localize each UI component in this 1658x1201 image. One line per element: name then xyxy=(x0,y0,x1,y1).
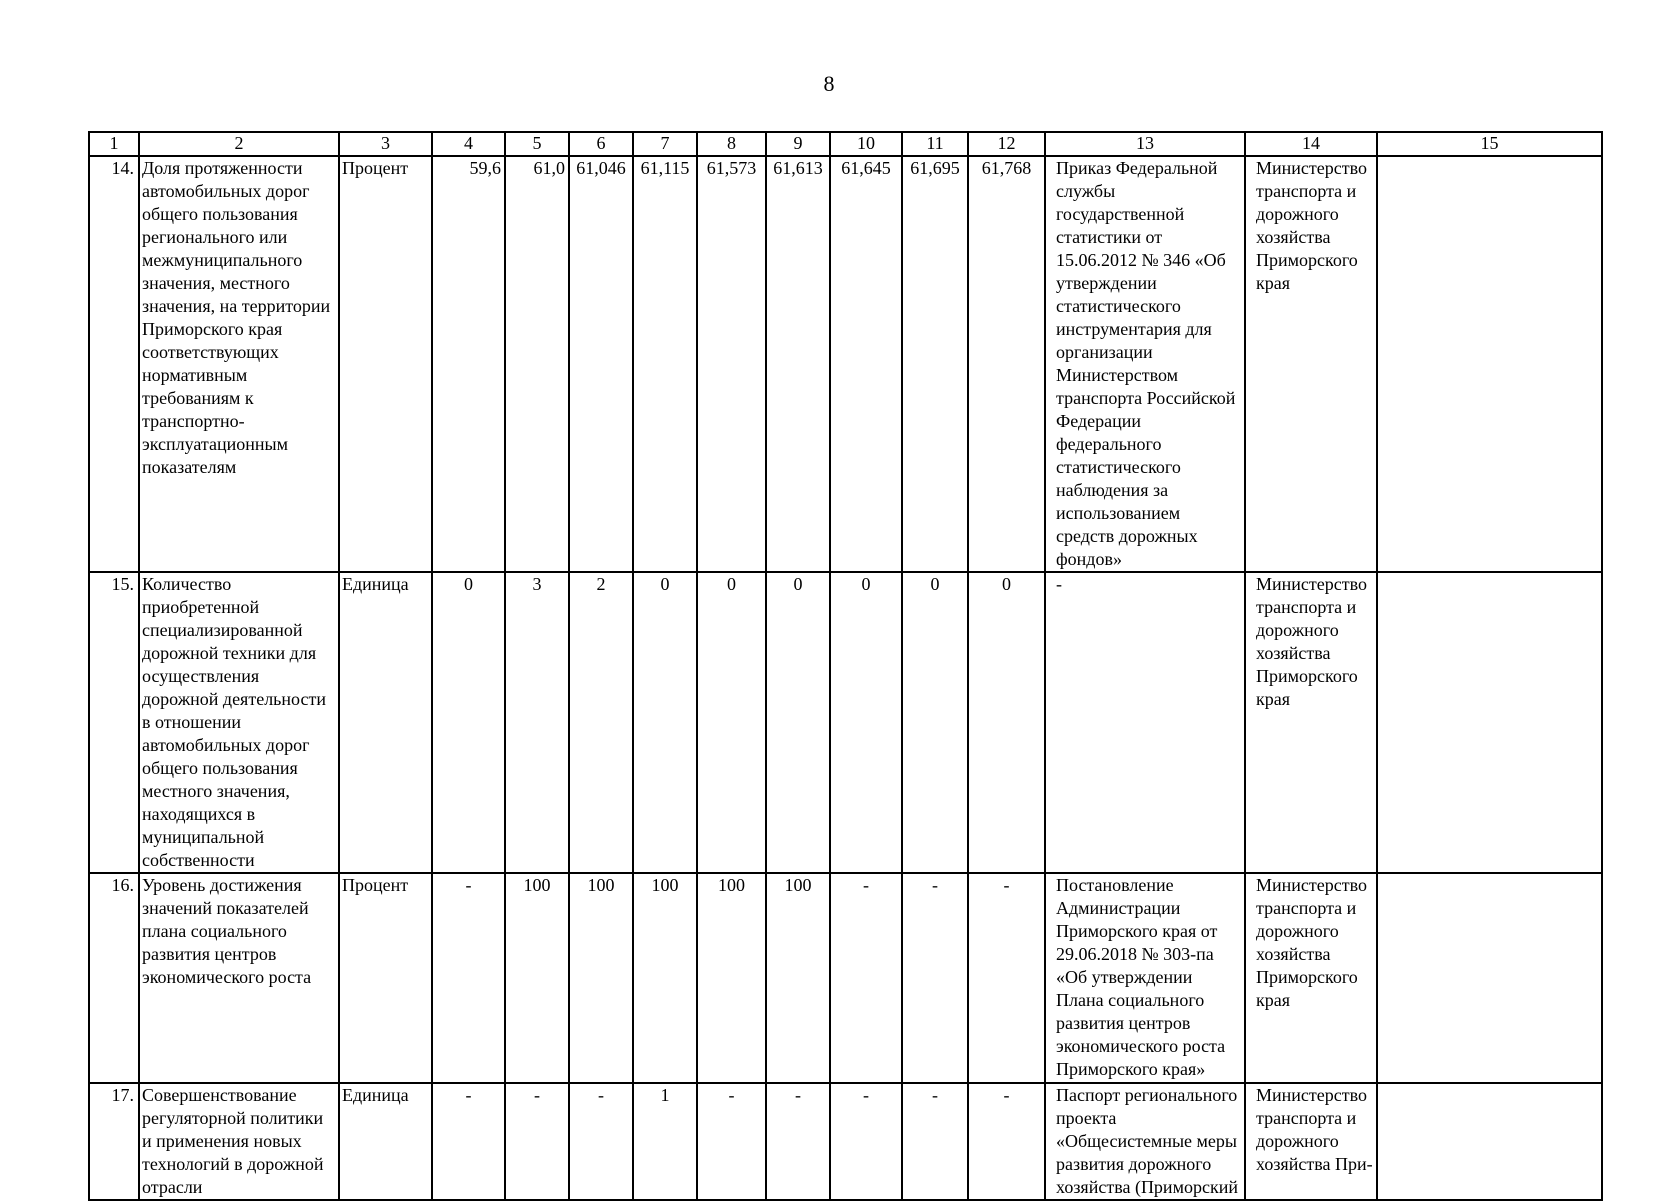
col-header: 11 xyxy=(902,132,968,156)
col15-cell xyxy=(1377,873,1602,1083)
unit: Единица xyxy=(339,572,432,873)
value-cell: - xyxy=(432,1083,505,1200)
responsible-body: Министерство транспорта и дорожного хозяйства Приморского края xyxy=(1245,156,1377,572)
value-cell: - xyxy=(432,873,505,1083)
value-cell: 100 xyxy=(569,873,633,1083)
value-cell: 61,645 xyxy=(830,156,902,572)
col-header: 2 xyxy=(139,132,339,156)
table-row xyxy=(89,1083,1602,1200)
table-row xyxy=(89,873,1602,1083)
legal-document: Приказ Федеральной службы государственной статистики от 15.06.2012 № 346 «Об утверждении статистического инструментария для организации Министерством транспорта Российской Федерации федерального статистического наблюдения за использованием средств дорожных фондов» xyxy=(1045,156,1245,572)
col-header: 1 xyxy=(89,132,139,156)
page-number: 8 xyxy=(823,71,835,96)
unit: Процент xyxy=(339,873,432,1083)
value-cell: 0 xyxy=(432,572,505,873)
value-cell: - xyxy=(830,1083,902,1200)
value-cell: 61,046 xyxy=(569,156,633,572)
col-header: 9 xyxy=(766,132,830,156)
col-header: 6 xyxy=(569,132,633,156)
legal-document: - xyxy=(1045,572,1245,873)
col-header: 7 xyxy=(633,132,697,156)
indicator-name: Количество приобретенной специализированной дорожной техники для осуществления дорожной деятельности в отношении автомобильных дорог общего пользования местного значения, находящихся в муниципальной собственности xyxy=(139,572,339,873)
indicator-name: Совершенствование регуляторной политики и применения новых технологий в дорожной отрасли xyxy=(139,1083,339,1200)
row-number: 17. xyxy=(89,1083,139,1200)
value-cell: - xyxy=(902,873,968,1083)
value-cell: - xyxy=(902,1083,968,1200)
value-cell: - xyxy=(697,1083,766,1200)
col-header: 13 xyxy=(1045,132,1245,156)
value-cell: 0 xyxy=(766,572,830,873)
legal-document: Постановление Администрации Приморского края от 29.06.2018 № 303-па «Об утверждении Плана социального развития центров экономического роста Приморского края» xyxy=(1045,873,1245,1083)
indicators-table xyxy=(88,131,1603,1201)
col15-cell xyxy=(1377,156,1602,572)
value-cell: - xyxy=(968,1083,1045,1200)
value-cell: 61,0 xyxy=(505,156,569,572)
value-cell: - xyxy=(569,1083,633,1200)
unit: Процент xyxy=(339,156,432,572)
value-cell: 2 xyxy=(569,572,633,873)
value-cell: 0 xyxy=(633,572,697,873)
value-cell: 0 xyxy=(697,572,766,873)
value-cell: 100 xyxy=(505,873,569,1083)
row-number: 14. xyxy=(89,156,139,572)
value-cell: 100 xyxy=(633,873,697,1083)
responsible-body: Министерство транспорта и дорожного хозяйства При- xyxy=(1245,1083,1377,1200)
col15-cell xyxy=(1377,1083,1602,1200)
col15-cell xyxy=(1377,572,1602,873)
value-cell: 0 xyxy=(830,572,902,873)
value-cell: - xyxy=(505,1083,569,1200)
value-cell: - xyxy=(766,1083,830,1200)
value-cell: 61,695 xyxy=(902,156,968,572)
responsible-body: Министерство транспорта и дорожного хозяйства Приморского края xyxy=(1245,873,1377,1083)
col-header: 10 xyxy=(830,132,902,156)
value-cell: 100 xyxy=(766,873,830,1083)
row-number: 16. xyxy=(89,873,139,1083)
column-number-row xyxy=(89,132,1602,156)
value-cell: 0 xyxy=(968,572,1045,873)
col-header: 4 xyxy=(432,132,505,156)
value-cell: 61,573 xyxy=(697,156,766,572)
legal-document: Паспорт регионального проекта «Общесистемные меры развития дорожного хозяйства (Приморский xyxy=(1045,1083,1245,1200)
table-row xyxy=(89,156,1602,572)
col-header: 15 xyxy=(1377,132,1602,156)
responsible-body: Министерство транспорта и дорожного хозяйства Приморского края xyxy=(1245,572,1377,873)
value-cell: 0 xyxy=(902,572,968,873)
value-cell: 61,613 xyxy=(766,156,830,572)
col-header: 5 xyxy=(505,132,569,156)
col-header: 12 xyxy=(968,132,1045,156)
value-cell: 61,768 xyxy=(968,156,1045,572)
value-cell: - xyxy=(968,873,1045,1083)
value-cell: - xyxy=(830,873,902,1083)
indicator-name: Доля протяженности автомобильных дорог общего пользования регионального или межмуниципального значения, местного значения, на территории Приморского края соответствующих нормативным требованиям к транспортно-эксплуатационным показателям xyxy=(139,156,339,572)
col-header: 14 xyxy=(1245,132,1377,156)
col-header: 3 xyxy=(339,132,432,156)
value-cell: 3 xyxy=(505,572,569,873)
value-cell: 59,6 xyxy=(432,156,505,572)
col-header: 8 xyxy=(697,132,766,156)
table-row xyxy=(89,572,1602,873)
value-cell: 1 xyxy=(633,1083,697,1200)
value-cell: 100 xyxy=(697,873,766,1083)
indicator-name: Уровень достижения значений показателей плана социального развития центров экономического роста xyxy=(139,873,339,1083)
unit: Единица xyxy=(339,1083,432,1200)
value-cell: 61,115 xyxy=(633,156,697,572)
row-number: 15. xyxy=(89,572,139,873)
